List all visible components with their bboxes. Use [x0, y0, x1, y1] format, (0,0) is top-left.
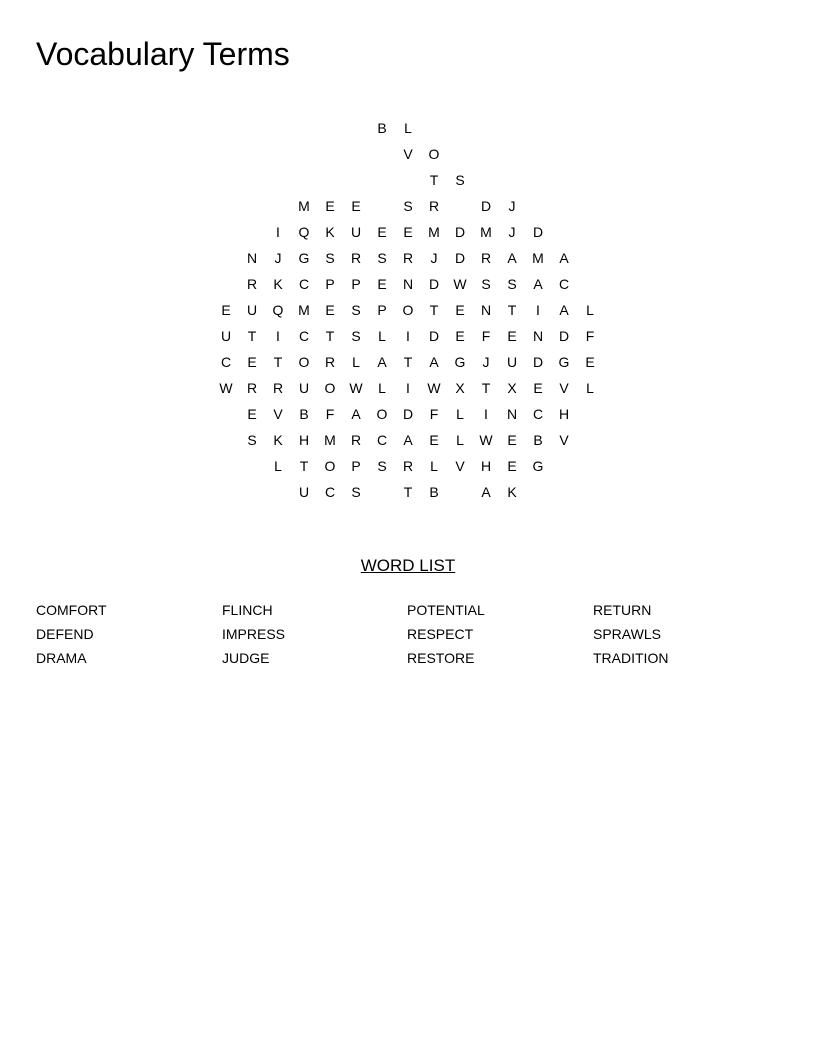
grid-letter: K	[273, 432, 283, 448]
grid-letter: D	[428, 276, 440, 292]
grid-letter: M	[324, 432, 336, 448]
grid-letter: E	[429, 432, 439, 448]
grid-letter: V	[559, 432, 569, 448]
grid-letter: U	[298, 484, 310, 500]
grid-letter: V	[273, 406, 283, 422]
grid-letter: S	[403, 198, 413, 214]
word-list-item: POTENTIAL	[407, 602, 485, 618]
grid-letter: N	[246, 250, 258, 266]
grid-letter: C	[532, 406, 544, 422]
grid-letter: R	[246, 276, 258, 292]
grid-letter: E	[325, 302, 335, 318]
grid-letter: J	[482, 354, 490, 370]
page-title: Vocabulary Terms	[36, 36, 290, 72]
grid-letter: X	[455, 380, 465, 396]
word-search-grid	[0, 0, 816, 520]
grid-letter: E	[247, 354, 257, 370]
grid-letter: G	[454, 354, 466, 370]
grid-letter: Q	[272, 302, 284, 318]
grid-letter: U	[506, 354, 518, 370]
grid-letter: O	[298, 354, 310, 370]
grid-letter: V	[455, 458, 465, 474]
grid-letter: U	[350, 224, 362, 240]
grid-letter: D	[480, 198, 492, 214]
grid-letter: E	[507, 432, 517, 448]
word-list-item: JUDGE	[222, 650, 270, 666]
grid-letter: S	[351, 302, 361, 318]
grid-letter: U	[298, 380, 310, 396]
grid-letter: W	[349, 380, 363, 396]
grid-letter: P	[325, 276, 335, 292]
grid-letter: S	[377, 458, 387, 474]
grid-letter: L	[274, 458, 282, 474]
grid-letter: L	[430, 458, 438, 474]
grid-letter: V	[559, 380, 569, 396]
grid-letter: F	[481, 328, 491, 344]
grid-letter: M	[428, 224, 440, 240]
grid-letter: S	[377, 250, 387, 266]
grid-letter: B	[299, 406, 309, 422]
grid-letter: L	[456, 432, 464, 448]
grid-letter: N	[506, 406, 518, 422]
grid-letter: M	[532, 250, 544, 266]
grid-letter: E	[351, 198, 361, 214]
grid-letter: L	[404, 120, 412, 136]
grid-letter: T	[403, 354, 413, 370]
grid-letter: J	[508, 198, 516, 214]
grid-letter: S	[325, 250, 335, 266]
grid-letter: T	[273, 354, 283, 370]
grid-letter: G	[532, 458, 544, 474]
grid-letter: L	[378, 328, 386, 344]
grid-letter: O	[324, 380, 336, 396]
grid-letter: R	[402, 250, 414, 266]
grid-letter: R	[480, 250, 492, 266]
grid-letter: E	[533, 380, 543, 396]
grid-letter: R	[428, 198, 440, 214]
grid-letter: I	[484, 406, 488, 422]
grid-letter: R	[272, 380, 284, 396]
grid-letter: L	[586, 380, 594, 396]
grid-letter: D	[532, 354, 544, 370]
grid-letter: T	[481, 380, 491, 396]
grid-letter: J	[430, 250, 438, 266]
grid-letter: K	[507, 484, 517, 500]
word-list	[36, 600, 780, 680]
grid-letter: H	[298, 432, 310, 448]
grid-letter: P	[351, 276, 361, 292]
grid-letter: S	[247, 432, 257, 448]
grid-letter: E	[377, 224, 387, 240]
grid-letter: D	[558, 328, 570, 344]
word-list-item: DRAMA	[36, 650, 87, 666]
grid-letter: N	[402, 276, 414, 292]
grid-letter: E	[585, 354, 595, 370]
grid-letter: A	[377, 354, 387, 370]
grid-letter: U	[246, 302, 258, 318]
grid-letter: O	[324, 458, 336, 474]
grid-letter: S	[351, 484, 361, 500]
grid-letter: E	[507, 458, 517, 474]
grid-letter: S	[455, 172, 465, 188]
grid-letter: R	[402, 458, 414, 474]
grid-letter: T	[429, 302, 439, 318]
grid-letter: T	[247, 328, 257, 344]
grid-letter: I	[406, 380, 410, 396]
grid-letter: E	[377, 276, 387, 292]
grid-letter: E	[403, 224, 413, 240]
word-list-item: FLINCH	[222, 602, 273, 618]
grid-letter: X	[507, 380, 517, 396]
grid-letter: E	[507, 328, 517, 344]
grid-letter: S	[351, 328, 361, 344]
grid-letter: N	[532, 328, 544, 344]
grid-letter: C	[376, 432, 388, 448]
word-list-heading: WORD LIST	[360, 556, 456, 575]
grid-letter: D	[428, 328, 440, 344]
word-list-item: COMFORT	[36, 602, 107, 618]
grid-letter: N	[480, 302, 492, 318]
grid-letter: F	[429, 406, 439, 422]
grid-letter: O	[376, 406, 388, 422]
grid-letter: K	[325, 224, 335, 240]
grid-letter: A	[481, 484, 491, 500]
grid-letter: L	[586, 302, 594, 318]
grid-letter: S	[481, 276, 491, 292]
grid-letter: C	[298, 276, 310, 292]
grid-letter: M	[298, 198, 310, 214]
grid-letter: E	[221, 302, 231, 318]
grid-letter: B	[533, 432, 543, 448]
grid-letter: B	[429, 484, 439, 500]
grid-letter: W	[427, 380, 441, 396]
grid-letter: A	[351, 406, 361, 422]
grid-letter: L	[456, 406, 464, 422]
grid-letter: O	[402, 302, 414, 318]
grid-letter: I	[406, 328, 410, 344]
word-list-item: IMPRESS	[222, 626, 286, 642]
grid-letter: R	[246, 380, 258, 396]
grid-letter: D	[402, 406, 414, 422]
grid-letter: H	[480, 458, 492, 474]
grid-letter: J	[274, 250, 282, 266]
grid-letter: Q	[298, 224, 310, 240]
grid-letter: A	[507, 250, 517, 266]
grid-letter: L	[352, 354, 360, 370]
grid-letter: D	[454, 224, 466, 240]
grid-letter: L	[378, 380, 386, 396]
grid-letter: F	[325, 406, 335, 422]
grid-letter: E	[325, 198, 335, 214]
grid-letter: G	[558, 354, 570, 370]
grid-letter: C	[298, 328, 310, 344]
grid-letter: B	[377, 120, 387, 136]
grid-letter: S	[507, 276, 517, 292]
grid-letter: W	[453, 276, 467, 292]
grid-letter: P	[351, 458, 361, 474]
grid-letter: A	[559, 302, 569, 318]
grid-letter: K	[273, 276, 283, 292]
grid-letter: R	[350, 250, 362, 266]
grid-letter: T	[299, 458, 309, 474]
word-list-item: SPRAWLS	[593, 626, 661, 642]
grid-letter: C	[220, 354, 232, 370]
grid-letter: V	[403, 146, 413, 162]
word-list-item: TRADITION	[593, 650, 669, 666]
grid-letter: I	[276, 328, 280, 344]
grid-letter: M	[298, 302, 310, 318]
grid-letter: E	[455, 302, 465, 318]
grid-letter: I	[276, 224, 280, 240]
grid-letter: R	[350, 432, 362, 448]
grid-letter: O	[428, 146, 440, 162]
grid-letter: G	[298, 250, 310, 266]
grid-letter: T	[507, 302, 517, 318]
grid-letter: F	[585, 328, 595, 344]
grid-letter: P	[377, 302, 387, 318]
word-list-item: RETURN	[593, 602, 652, 618]
grid-letter: C	[558, 276, 570, 292]
grid-letter: E	[247, 406, 257, 422]
word-list-item: DEFEND	[36, 626, 94, 642]
grid-letter: I	[536, 302, 540, 318]
grid-letter: D	[532, 224, 544, 240]
grid-letter: T	[403, 484, 413, 500]
grid-letter: W	[219, 380, 233, 396]
grid-letter: A	[559, 250, 569, 266]
grid-letter: U	[220, 328, 232, 344]
grid-letter: H	[558, 406, 570, 422]
grid-letter: E	[455, 328, 465, 344]
grid-letter: M	[480, 224, 492, 240]
grid-letter: R	[324, 354, 336, 370]
grid-letter: T	[325, 328, 335, 344]
grid-letter: A	[403, 432, 413, 448]
grid-letter: J	[508, 224, 516, 240]
word-list-item: RESPECT	[407, 626, 474, 642]
word-list-item: RESTORE	[407, 650, 475, 666]
grid-letter: D	[454, 250, 466, 266]
grid-letter: C	[324, 484, 336, 500]
grid-letter: T	[429, 172, 439, 188]
grid-letter: A	[533, 276, 543, 292]
grid-letter: A	[429, 354, 439, 370]
grid-letter: W	[479, 432, 493, 448]
